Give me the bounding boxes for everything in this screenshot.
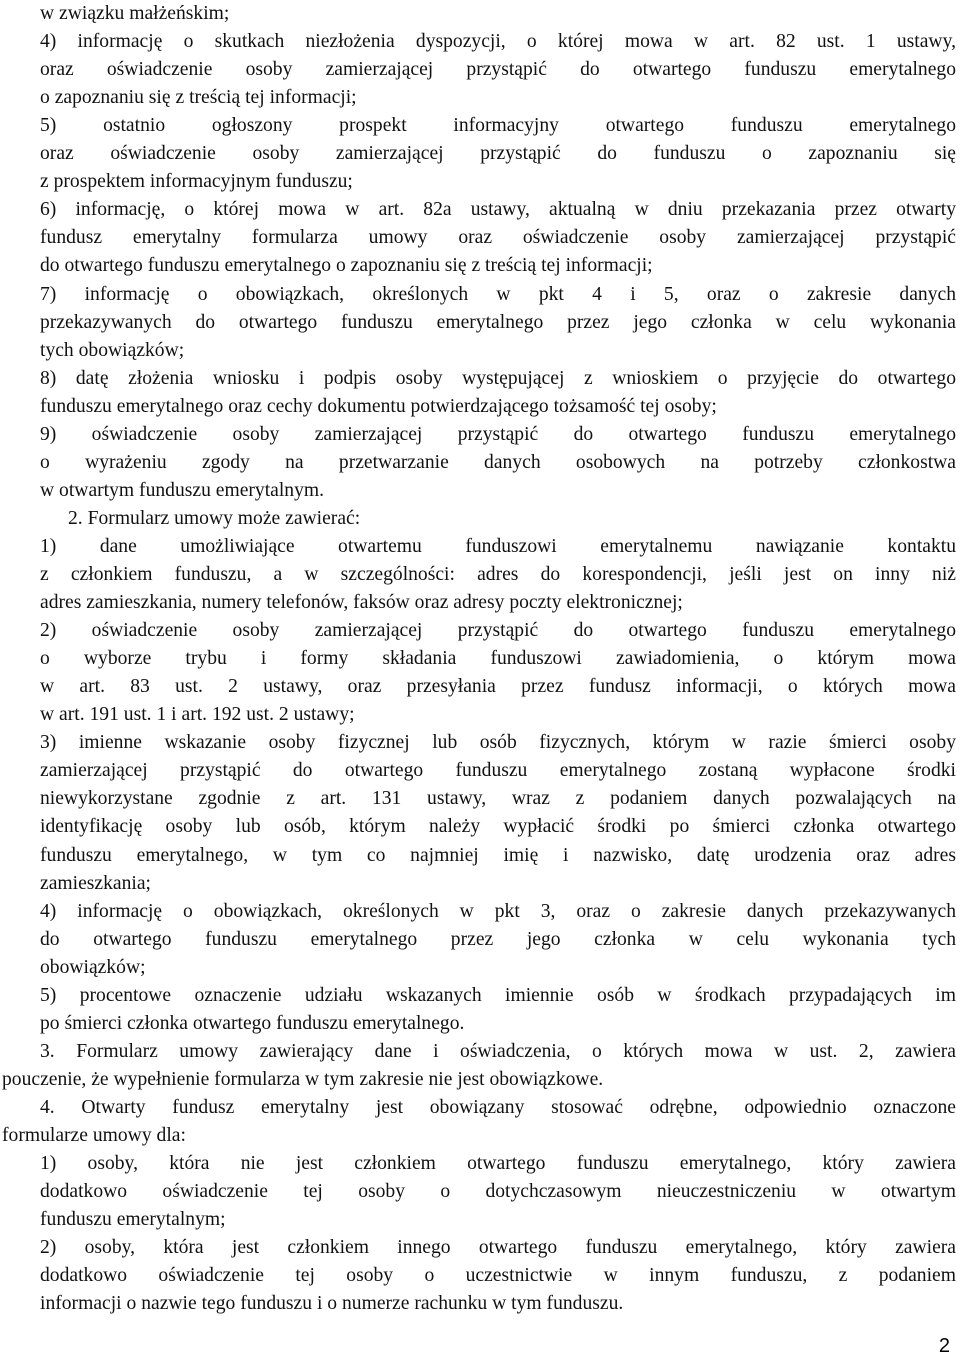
text-line: fundusz emerytalny formularza umowy oraz oświadczenie osoby zamierzającej przystąpić xyxy=(40,227,956,249)
text-line: zamierzającej przystąpić do otwartego funduszu emerytalnego zostaną wypłacone środki xyxy=(40,760,956,782)
text-line: o zapoznaniu się z treścią tej informacji; xyxy=(40,87,357,109)
text-line: o wyrażeniu zgody na przetwarzanie danych osobowych na potrzeby członkostwa xyxy=(40,451,956,473)
text-line: w art. 83 ust. 2 ustawy, oraz przesyłania przez fundusz informacji, o których mowa xyxy=(40,676,956,698)
text-line: tych obowiązków; xyxy=(40,339,185,361)
text-line: 2) oświadczenie osoby zamierzającej przystąpić do otwartego funduszu emerytalnego xyxy=(40,620,956,642)
text-line: oraz oświadczenie osoby zamierzającej przystąpić do funduszu o zapoznaniu się xyxy=(40,143,956,165)
text-line: oraz oświadczenie osoby zamierzającej przystąpić do otwartego funduszu emerytalnego xyxy=(40,59,956,81)
text-line: 2) osoby, która jest członkiem innego otwartego funduszu emerytalnego, który zawiera xyxy=(40,1237,956,1259)
text-line: pouczenie, że wypełnienie formularza w tym zakresie nie jest obowiązkowe. xyxy=(2,1068,604,1090)
text-line: w art. 191 ust. 1 i art. 192 ust. 2 ustawy; xyxy=(40,704,355,726)
text-line: o wyborze trybu i formy składania funduszowi zawiadomienia, o którym mowa xyxy=(40,648,956,670)
text-line: z prospektem informacyjnym funduszu; xyxy=(40,171,353,193)
text-line: po śmierci członka otwartego funduszu emerytalnego. xyxy=(40,1012,465,1034)
text-line: zamieszkania; xyxy=(40,872,151,894)
text-line: 4) informację o skutkach niezłożenia dyspozycji, o której mowa w art. 82 ust. 1 ustawy, xyxy=(40,31,956,53)
text-line: 3) imienne wskazanie osoby fizycznej lub osób fizycznych, którym w razie śmierci osoby xyxy=(40,732,956,754)
text-line: dodatkowo oświadczenie tej osoby o dotychczasowym nieuczestniczeniu w otwartym xyxy=(40,1181,956,1203)
text-line: 4) informację o obowiązkach, określonych w pkt 3, oraz o zakresie danych przekazywanych xyxy=(40,900,956,922)
text-line: 1) osoby, która nie jest członkiem otwartego funduszu emerytalnego, który zawiera xyxy=(40,1153,956,1175)
text-line: 8) datę złożenia wniosku i podpis osoby występującej z wnioskiem o przyjęcie do otwartego xyxy=(40,367,956,389)
text-line: identyfikację osoby lub osób, którym należy wypłacić środki po śmierci członka otwartego xyxy=(40,816,956,838)
text-line: 3. Formularz umowy zawierający dane i oświadczenia, o których mowa w ust. 2, zawiera xyxy=(40,1040,956,1062)
text-line: funduszu emerytalnego, w tym co najmniej imię i nazwisko, datę urodzenia oraz adres xyxy=(40,844,956,866)
text-line: niewykorzystane zgodnie z art. 131 ustawy, wraz z podaniem danych pozwalających na xyxy=(40,788,956,810)
text-line: 9) oświadczenie osoby zamierzającej przystąpić do otwartego funduszu emerytalnego xyxy=(40,423,956,445)
text-line: do otwartego funduszu emerytalnego o zapoznaniu się z treścią tej informacji; xyxy=(40,255,653,277)
text-line: 6) informację, o której mowa w art. 82a ustawy, aktualną w dniu przekazania przez otwarty xyxy=(40,199,956,221)
text-line: formularze umowy dla: xyxy=(2,1125,186,1146)
text-line: 2. Formularz umowy może zawierać: xyxy=(68,507,361,529)
text-line: 1) dane umożliwiające otwartemu funduszowi emerytalnemu nawiązanie kontaktu xyxy=(40,535,956,557)
text-line: informacji o nazwie tego funduszu i o numerze rachunku w tym funduszu. xyxy=(40,1293,624,1315)
text-line: adres zamieszkania, numery telefonów, faksów oraz adresy poczty elektronicznej; xyxy=(40,592,683,614)
text-line: 5) ostatnio ogłoszony prospekt informacyjny otwartego funduszu emerytalnego xyxy=(40,115,956,137)
text-line: przekazywanych do otwartego funduszu emerytalnego przez jego członka w celu wykonania xyxy=(40,311,956,333)
text-line: obowiązków; xyxy=(40,956,146,978)
text-line: w związku małżeńskim; xyxy=(40,3,230,24)
text-line: 5) procentowe oznaczenie udziału wskazanych imiennie osób w środkach przypadających im xyxy=(40,984,956,1006)
text-line: z członkiem funduszu, a w szczególności: adres do korespondencji, jeśli jest on inny niż xyxy=(40,564,956,585)
text-line: do otwartego funduszu emerytalnego przez jego członka w celu wykonania tych xyxy=(40,928,956,950)
text-line: funduszu emerytalnego oraz cechy dokumentu potwierdzającego tożsamość tej osoby; xyxy=(40,395,717,417)
text-line: dodatkowo oświadczenie tej osoby o uczestnictwie w innym funduszu, z podaniem xyxy=(40,1265,956,1287)
text-line: 4. Otwarty fundusz emerytalny jest obowiązany stosować odrębne, odpowiednio oznaczone xyxy=(40,1096,956,1118)
text-line: 7) informację o obowiązkach, określonych w pkt 4 i 5, oraz o zakresie danych xyxy=(40,283,956,305)
text-line: funduszu emerytalnym; xyxy=(40,1209,226,1231)
page-number: 2 xyxy=(938,1335,950,1357)
text-line: w otwartym funduszu emerytalnym. xyxy=(40,479,325,501)
